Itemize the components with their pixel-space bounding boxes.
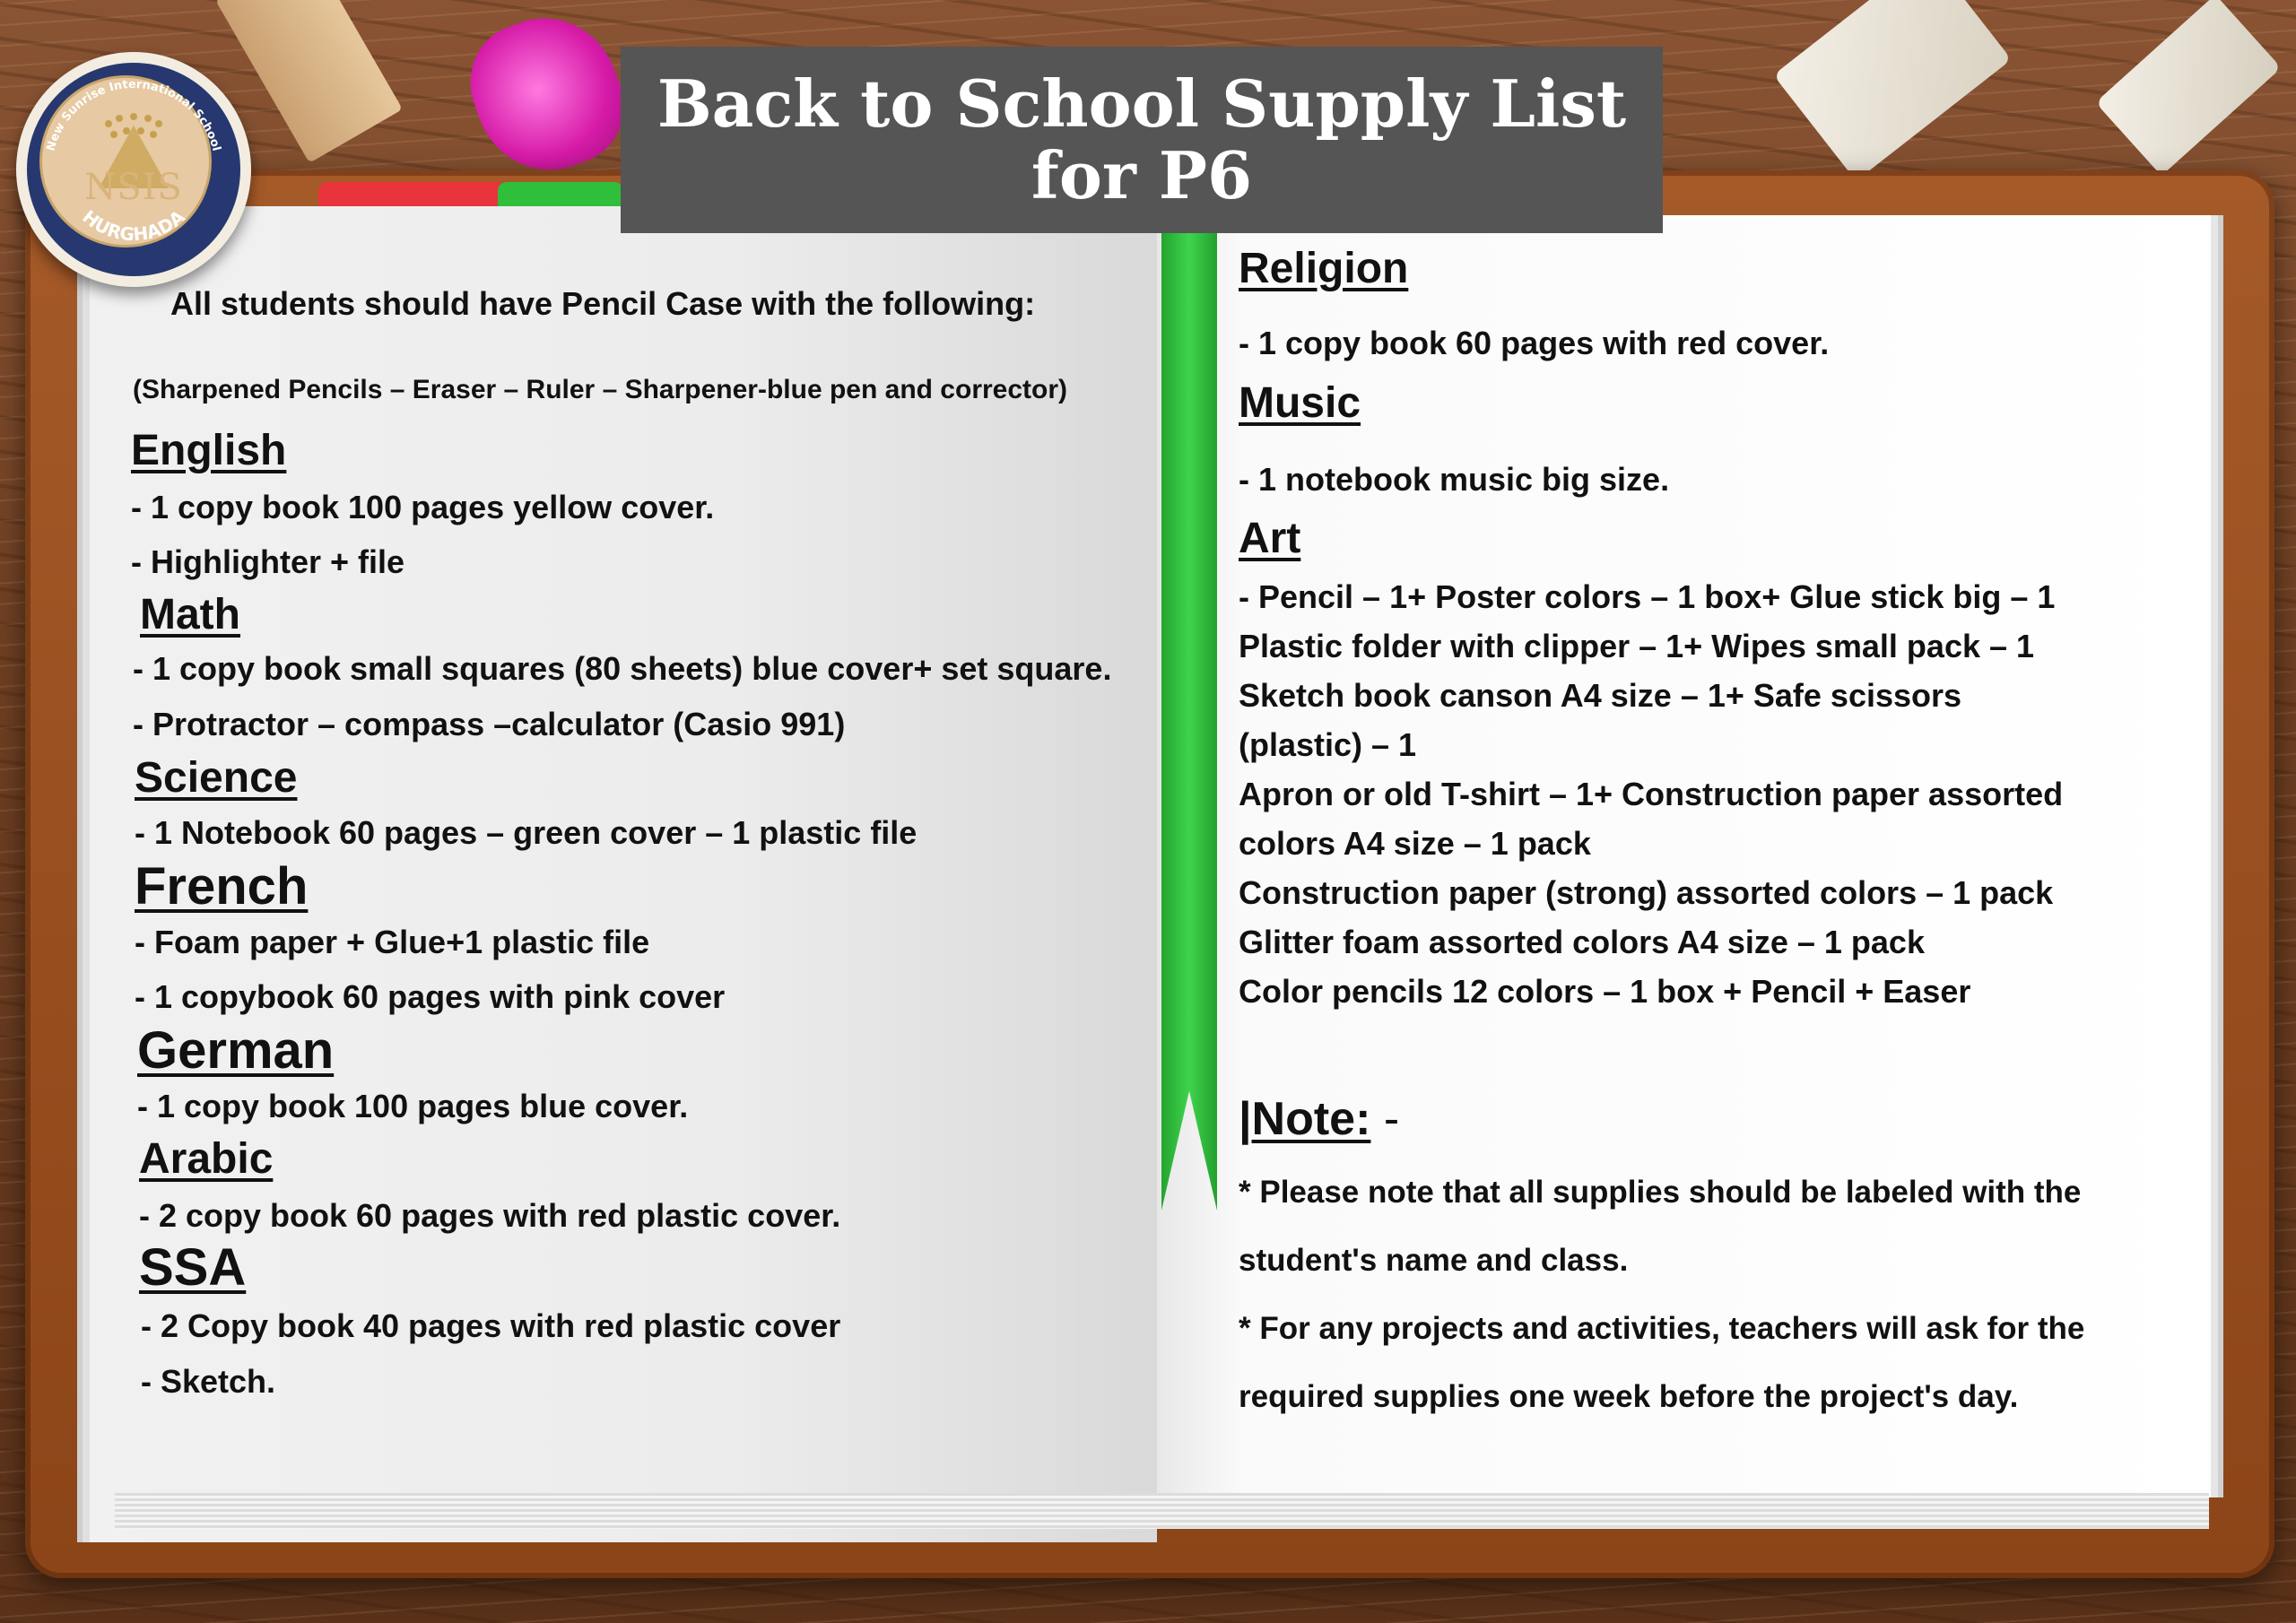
math-item: - 1 copy book small squares (80 sheets) blue cover+ set square. [133, 650, 1112, 687]
music-item: - 1 notebook music big size. [1239, 461, 1670, 498]
section-title-art: Art [1239, 515, 1301, 562]
art-item: Color pencils 12 colors – 1 box + Pencil + Easer [1239, 973, 1971, 1010]
art-list [1239, 572, 2171, 1016]
french-item: - 1 copybook 60 pages with pink cover [135, 978, 726, 1015]
note-text [1239, 1159, 2171, 1431]
math-item: - Protractor – compass –calculator (Casio 991) [133, 706, 846, 742]
section-title-french: French [135, 857, 309, 916]
art-item: Plastic folder with clipper – 1+ Wipes small pack – 1 [1239, 628, 2035, 664]
art-item: Apron or old T-shirt – 1+ Construction paper assorted [1239, 776, 2064, 812]
note-line: required supplies one week before the project's day. [1239, 1379, 2019, 1414]
german-item: - 1 copy book 100 pages blue cover. [137, 1088, 689, 1124]
art-item: Sketch book canson A4 size – 1+ Safe scissors [1239, 677, 1962, 714]
logo-bottom-text: HURGHADA [78, 205, 189, 246]
art-item: Glitter foam assorted colors A4 size – 1 pack [1239, 924, 1925, 960]
french-item: - Foam paper + Glue+1 plastic file [135, 924, 650, 960]
art-item: Construction paper (strong) assorted colors – 1 pack [1239, 874, 2054, 911]
ssa-item: - 2 Copy book 40 pages with red plastic cover [141, 1307, 841, 1344]
school-logo [16, 52, 251, 287]
english-item: - Highlighter + file [131, 543, 405, 580]
logo-monogram: NSIS [84, 167, 183, 208]
ribbon-bookmark [1161, 215, 1217, 1211]
note-title: |Note: [1239, 1093, 1371, 1145]
section-title-music: Music [1239, 379, 1361, 427]
science-item: - 1 Notebook 60 pages – green cover – 1 plastic file [135, 814, 918, 851]
chalk-decoration [1773, 0, 2012, 181]
pencil-case-contents: (Sharpened Pencils – Eraser – Ruler – Sharpener-blue pen and corrector) [133, 375, 1068, 404]
title-line-1: Back to School Supply List [657, 65, 1627, 142]
art-item: - Pencil – 1+ Poster colors – 1 box+ Glue stick big – 1 [1239, 578, 2056, 615]
highlighter-decoration [454, 0, 640, 190]
arabic-item: - 2 copy book 60 pages with red plastic cover. [139, 1197, 841, 1234]
section-title-ssa: SSA [139, 1238, 247, 1297]
section-title-german: German [137, 1021, 335, 1080]
english-item: - 1 copy book 100 pages yellow cover. [131, 489, 715, 525]
section-title-religion: Religion [1239, 245, 1409, 292]
section-title-arabic: Arabic [139, 1135, 274, 1183]
page-edges [115, 1493, 2209, 1529]
art-item: (plastic) – 1 [1239, 726, 1417, 763]
ssa-item: - Sketch. [141, 1363, 276, 1400]
logo-top-text: New Sunrise International School [44, 77, 223, 153]
section-title-math: Math [140, 591, 240, 638]
title-line-2: for P6 [1031, 137, 1253, 213]
note-heading [1239, 1092, 1399, 1146]
note-dash: - [1370, 1093, 1400, 1145]
note-line: * For any projects and activities, teachers will ask for the [1239, 1311, 2085, 1346]
section-title-english: English [131, 427, 287, 474]
note-line: student's name and class. [1239, 1243, 1629, 1278]
note-line: * Please note that all supplies should be labeled with the [1239, 1175, 2082, 1210]
pencil-case-intro: All students should have Pencil Case with the following: [170, 285, 1036, 322]
section-title-science: Science [135, 754, 298, 802]
title-banner [621, 47, 1663, 233]
art-item: colors A4 size – 1 pack [1239, 825, 1591, 862]
chalk-decoration [2095, 0, 2281, 176]
religion-item: - 1 copy book 60 pages with red cover. [1239, 325, 1830, 361]
svg-text:HURGHADA [78, 205, 189, 245]
